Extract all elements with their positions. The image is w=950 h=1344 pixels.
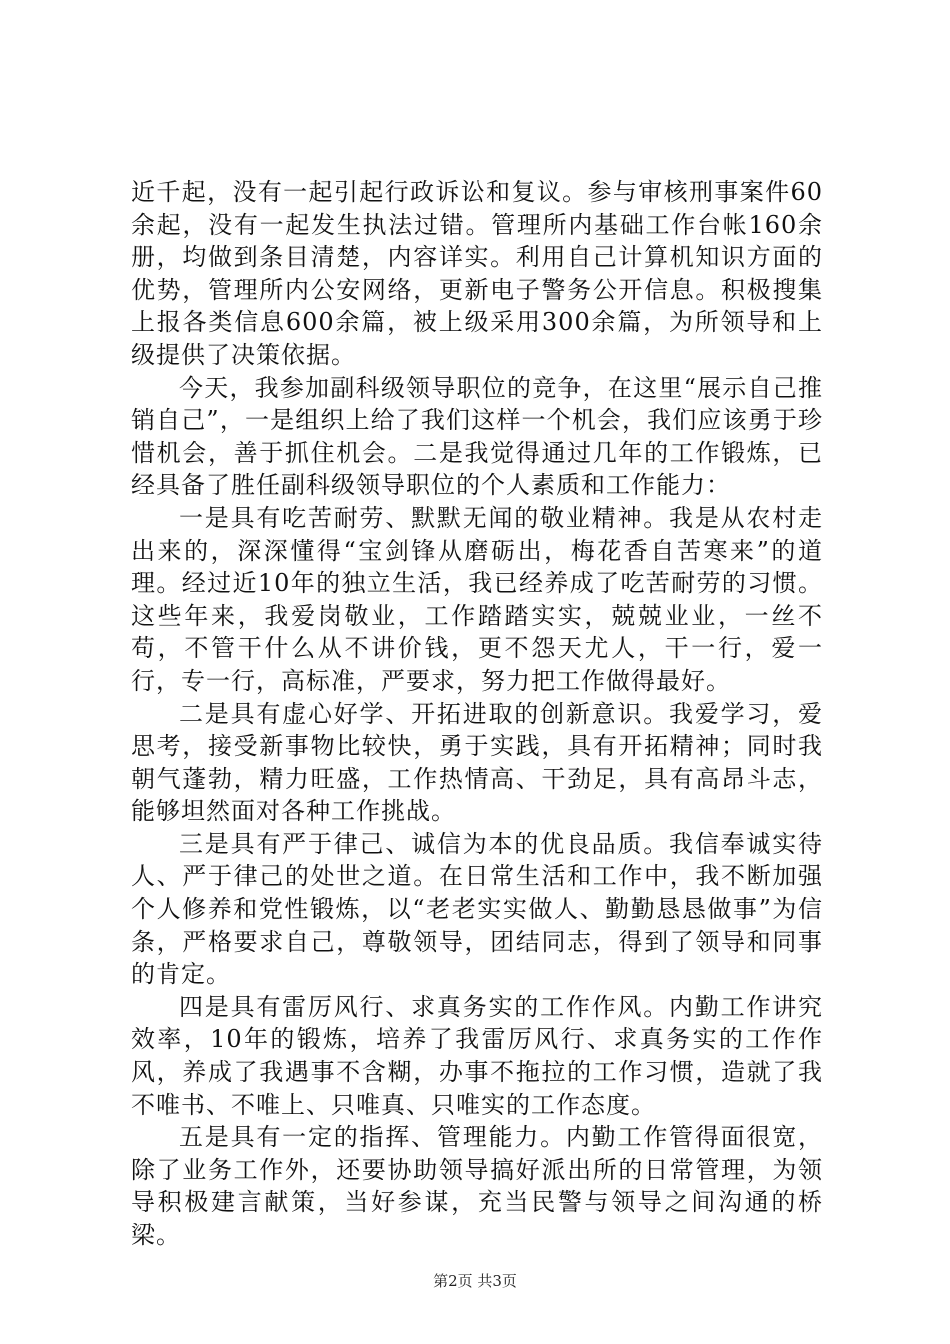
paragraph-point-five: 五是具有一定的指挥、管理能力。内勤工作管得面很宽，除了业务工作外，还要协助领导搞好派出所的日常管理，为领导积极建言献策，当好参谋，充当民警与领导之间沟通的桥梁。 bbox=[131, 1123, 823, 1249]
paragraph-continuation: 近千起，没有一起引起行政诉讼和复议。参与审核刑事案件60余起，没有一起发生执法过错。管理所内基础工作台帐160余册，均做到条目清楚，内容详实。利用自己计算机知识方面的优势，管理所内公安网络，更新电子警务公开信息。积极搜集上报各类信息600余篇，被上级采用300余篇，为所领导和上级提供了决策依据。 bbox=[131, 178, 823, 369]
paragraph-point-one: 一是具有吃苦耐劳、默默无闻的敬业精神。我是从农村走出来的，深深懂得“宝剑锋从磨砺出，梅花香自苦寒来”的道理。经过近10年的独立生活，我已经养成了吃苦耐劳的习惯。这些年来，我爱岗敬业，工作踏踏实实，兢兢业业，一丝不苟，不管干什么从不讲价钱，更不怨天尤人，干一行，爱一行，专一行，高标准，严要求，努力把工作做得最好。 bbox=[131, 503, 823, 695]
paragraph-point-three: 三是具有严于律己、诚信为本的优良品质。我信奉诚实待人、严于律己的处世之道。在日常生活和工作中，我不断加强个人修养和党性锻炼，以“老老实实做人、勤勤恳恳做事”为信条，严格要求自己，尊敬领导，团结同志，得到了领导和同事的肯定。 bbox=[131, 829, 823, 989]
page-number-footer: 第2页 共3页 bbox=[433, 1272, 517, 1290]
paragraph-point-two: 二是具有虚心好学、开拓进取的创新意识。我爱学习，爱思考，接受新事物比较快，勇于实践，具有开拓精神；同时我朝气蓬勃，精力旺盛，工作热情高、干劲足，具有高昂斗志，能够坦然面对各种工作挑战。 bbox=[131, 699, 823, 826]
paragraph-competition-intro: 今天，我参加副科级领导职位的竞争，在这里“展示自己推销自己”，一是组织上给了我们这样一个机会，我们应该勇于珍惜机会，善于抓住机会。二是我觉得通过几年的工作锻炼，已经具备了胜任副科级领导职位的个人素质和工作能力： bbox=[131, 373, 823, 500]
paragraph-point-four: 四是具有雷厉风行、求真务实的工作作风。内勤工作讲究效率，10年的锻炼，培养了我雷厉风行、求真务实的工作作风，养成了我遇事不含糊，办事不拖拉的工作习惯，造就了我不唯书、不唯上、只唯真、只唯实的工作态度。 bbox=[131, 992, 823, 1119]
document-body bbox=[131, 176, 823, 1252]
